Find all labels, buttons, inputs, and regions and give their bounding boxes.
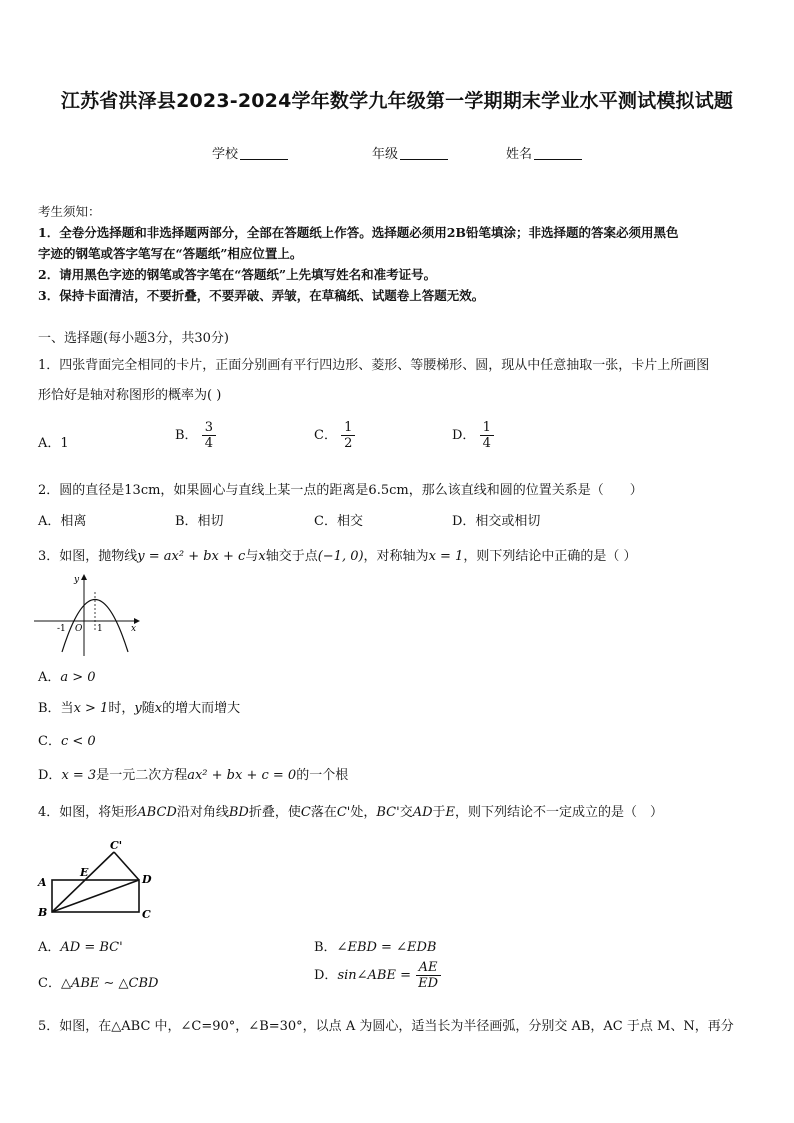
q3-point: (−1, 0) — [317, 549, 364, 564]
q1-option-c-fraction: $\frac{1}{2}$ — [341, 420, 355, 451]
q2-option-c[interactable]: C．相交 — [314, 514, 363, 529]
q3-option-a[interactable]: A．a > 0 — [38, 670, 96, 685]
q3-label-y: y — [74, 575, 80, 585]
q4-diagonal-bd — [52, 880, 139, 912]
q2-option-d[interactable]: D．相交或相切 — [452, 514, 541, 529]
q2-stem: 2．圆的直径是13cm，如果圆心与直线上某一点的距离是6.5cm，那么该直线和圆的位置关系是（ ） — [38, 483, 643, 498]
q1-option-b-fraction: $\frac{3}{4}$ — [202, 420, 216, 451]
q4-label-d: D — [142, 873, 152, 886]
q1-stem-line1: 1．四张背面完全相同的卡片，正面分别画有平行四边形、菱形、等腰梯形、圆，现从中任意抽取一张，卡片上所画图 — [38, 358, 710, 373]
q4-option-d-fraction: $\frac{AE}{ED}$ — [415, 960, 441, 991]
q4-option-c[interactable]: C．△ABE ∼ △CBD — [38, 976, 159, 991]
notes-item-1b: 字迹的钢笔或答字笔写在“答题纸”相应位置上。 — [38, 246, 303, 261]
q4-label-c-prime: C' — [110, 839, 123, 852]
q1-option-b[interactable] — [175, 420, 216, 451]
q4-stem: 4．如图，将矩形ABCD沿对角线BD折叠，使C落在C'处，BC'交AD于E，则下列结论不一定成立的是（ ） — [38, 805, 664, 820]
q4-rectangle-figure — [34, 838, 164, 923]
q1-option-a[interactable]: A．1 — [38, 436, 69, 451]
q3-label-one: 1 — [97, 624, 103, 634]
q4-label-a: A — [38, 876, 47, 889]
q4-segment-bc-prime — [52, 852, 114, 912]
notes-item-2: 2．请用黑色字迹的钢笔或答字笔在“答题纸”上先填写姓名和准考证号。 — [38, 267, 437, 282]
q3-y-axis-arrow — [81, 574, 87, 580]
q1-option-d[interactable] — [452, 420, 494, 451]
q1-stem-line2: 形恰好是轴对称图形的概率为( ) — [38, 388, 222, 403]
notes-item-3: 3．保持卡面清洁，不要折叠，不要弄破、弄皱，在草稿纸、试题卷上答题无效。 — [38, 288, 485, 303]
q4-option-a[interactable]: A．AD = BC' — [38, 940, 123, 955]
school-label: 学校 — [212, 147, 239, 162]
name-blank[interactable] — [534, 147, 582, 160]
q1-option-b-label: B． — [175, 428, 198, 443]
q1-option-d-fraction: $\frac{1}{4}$ — [480, 420, 494, 451]
q2-option-a[interactable]: A．相离 — [38, 514, 87, 529]
q4-label-b: B — [38, 906, 48, 919]
grade-field[interactable] — [372, 143, 448, 162]
q3-label-origin: O — [75, 624, 83, 634]
q3-formula: y = ax² + bx + c — [137, 549, 246, 564]
q4-label-e: E — [80, 866, 89, 879]
q4-segment-c-prime-d — [114, 852, 139, 880]
grade-blank[interactable] — [400, 147, 448, 160]
q3-option-c[interactable]: C．c < 0 — [38, 734, 96, 749]
q3-label-neg1: -1 — [57, 624, 66, 634]
q3-axis: x = 1 — [428, 549, 464, 564]
q1-option-c[interactable] — [314, 420, 355, 451]
notes-item-1a: 1．全卷分选择题和非选择题两部分，全部在答题纸上作答。选择题必须用2B铅笔填涂；非选择题的答案必须用黑色 — [38, 225, 679, 240]
q3-parabola-figure — [34, 572, 144, 657]
section-heading: 一、选择题(每小题3分，共30分) — [38, 331, 229, 346]
q3-option-d[interactable]: D．x = 3是一元二次方程ax² + bx + c = 0的一个根 — [38, 768, 349, 783]
q3-label-x: x — [131, 624, 137, 634]
q5-stem: 5．如图，在△ABC 中，∠C=90°，∠B=30°，以点 A 为圆心，适当长为半径画弧，分别交 AB，AC 于点 M、N，再分 — [38, 1019, 734, 1034]
q2-option-b[interactable]: B．相切 — [175, 514, 224, 529]
page-title: 江苏省洪泽县2023-2024学年数学九年级第一学期期末学业水平测试模拟试题 — [60, 90, 734, 112]
grade-label: 年级 — [372, 147, 399, 162]
q4-option-d[interactable]: D．sin∠ABE = $\frac{AE}{ED}$ — [314, 960, 441, 991]
q1-option-c-label: C． — [314, 428, 337, 443]
notes-heading: 考生须知： — [38, 204, 101, 219]
q3-stem: 3．如图，抛物线y = ax² + bx + c与x轴交于点(−1, 0)，对称轴为x = 1，则下列结论中正确的是（ ） — [38, 549, 637, 564]
q1-option-d-label: D． — [452, 428, 476, 443]
q3-option-b[interactable]: B．当x > 1时，y随x的增大而增大 — [38, 701, 241, 716]
school-blank[interactable] — [240, 147, 288, 160]
school-field[interactable] — [212, 143, 288, 162]
name-label: 姓名 — [506, 147, 533, 162]
name-field[interactable] — [506, 143, 582, 162]
q4-option-b[interactable]: B．∠EBD = ∠EDB — [314, 940, 437, 955]
q4-label-c: C — [142, 908, 151, 921]
